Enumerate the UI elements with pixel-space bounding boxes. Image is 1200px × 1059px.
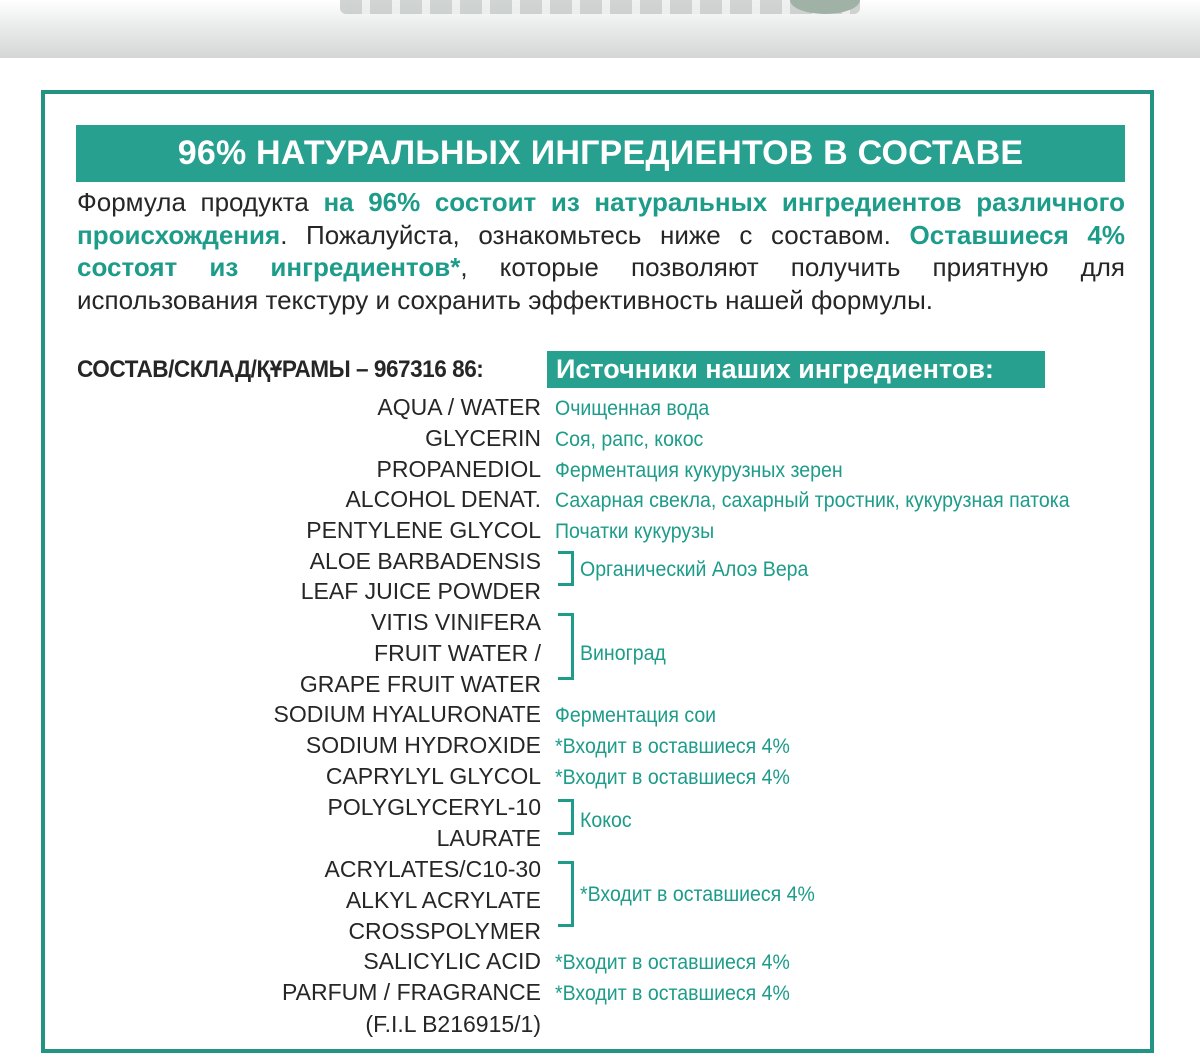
ingredient-propanediol: PROPANEDIOL bbox=[376, 456, 541, 482]
sources-header: Источники наших ингредиентов: bbox=[547, 351, 1045, 388]
ingredient-vitis-1: VITIS VINIFERA bbox=[371, 609, 541, 635]
source-alcohol-denat: Сахарная свекла, сахарный тростник, кукурузная патока bbox=[555, 489, 1070, 512]
ingredient-parfum: PARFUM / FRAGRANCE bbox=[282, 979, 541, 1005]
ingredient-acrylates-1: ACRYLATES/C10-30 bbox=[324, 856, 541, 882]
ingredient-polyglyceryl-1: POLYGLYCERYL-10 bbox=[327, 794, 541, 820]
ingredient-vitis-3: GRAPE FRUIT WATER bbox=[299, 671, 541, 697]
intro-highlight-1: на 96% состоит из натуральных ингредиентов различного происхождения bbox=[77, 187, 1126, 250]
ingredient-salicylic-acid: SALICYLIC ACID bbox=[363, 948, 541, 974]
panel-title: 96% НАТУРАЛЬНЫХ ИНГРЕДИЕНТОВ В СОСТАВЕ bbox=[76, 125, 1125, 182]
source-aloe: Органический Алоэ Вера bbox=[580, 558, 809, 581]
source-grape: Виноград bbox=[580, 642, 666, 665]
ingredient-sodium-hydroxide: SODIUM HYDROXIDE bbox=[305, 732, 541, 758]
ingredient-acrylates-3: CROSSPOLYMER bbox=[348, 918, 541, 944]
source-sodium-hydroxide: *Входит в оставшиеся 4% bbox=[555, 735, 790, 758]
ingredient-aqua: AQUA / WATER bbox=[377, 394, 541, 420]
source-sodium-hyaluronate: Ферментация сои bbox=[555, 704, 717, 727]
intro-text-3: , которые позволяют получить приятную для использования текстуру и сохранить эффективность нашей формулы. bbox=[77, 252, 1125, 315]
ingredient-aloe-1: ALOE BARBADENSIS bbox=[309, 548, 541, 574]
source-polyglyceryl: Кокос bbox=[580, 809, 632, 832]
ingredient-alcohol-denat: ALCOHOL DENAT. bbox=[345, 486, 541, 512]
source-glycerin: Соя, рапс, кокос bbox=[555, 428, 704, 451]
bracket-aloe bbox=[558, 551, 574, 586]
intro-text-2: . Пожалуйста, ознакомьтесь ниже с составом. bbox=[280, 219, 910, 250]
ingredient-caprylyl-glycol: CAPRYLYL GLYCOL bbox=[325, 763, 541, 789]
intro-text-1: Формула продукта bbox=[77, 187, 324, 217]
ingredient-aloe-2: LEAF JUICE POWDER bbox=[300, 578, 541, 604]
source-caprylyl-glycol: *Входит в оставшиеся 4% bbox=[555, 766, 790, 789]
source-pentylene-glycol: Початки кукурузы bbox=[555, 520, 715, 543]
source-parfum: *Входит в оставшиеся 4% bbox=[555, 982, 790, 1005]
source-salicylic-acid: *Входит в оставшиеся 4% bbox=[555, 951, 790, 974]
source-acrylates: *Входит в оставшиеся 4% bbox=[580, 883, 815, 906]
source-propanediol: Ферментация кукурузных зерен bbox=[555, 459, 843, 482]
source-aqua: Очищенная вода bbox=[555, 397, 710, 420]
composition-label: СОСТАВ/СКЛАД/ҚҰРАМЫ – 967316 86: bbox=[77, 356, 484, 383]
ingredient-glycerin: GLYCERIN bbox=[425, 425, 541, 451]
ingredient-pentylene-glycol: PENTYLENE GLYCOL bbox=[306, 517, 541, 543]
ingredient-sodium-hyaluronate: SODIUM HYALURONATE bbox=[273, 701, 541, 727]
packaging-top-band bbox=[0, 0, 1200, 58]
ingredient-acrylates-2: ALKYL ACRYLATE bbox=[345, 887, 541, 913]
bracket-acrylates bbox=[558, 861, 574, 927]
ingredient-vitis-2: FRUIT WATER / bbox=[374, 640, 541, 666]
ingredient-fil-code: (F.I.L B216915/1) bbox=[365, 1011, 541, 1037]
intro-paragraph bbox=[77, 186, 1125, 316]
ingredient-polyglyceryl-2: LAURATE bbox=[436, 825, 541, 851]
intro-highlight-2: Оставшиеся 4% состоят из ингредиентов* bbox=[77, 219, 1125, 283]
bracket-grape bbox=[558, 613, 574, 680]
brand-logo-partial bbox=[340, 0, 860, 14]
bracket-coconut bbox=[558, 799, 574, 835]
